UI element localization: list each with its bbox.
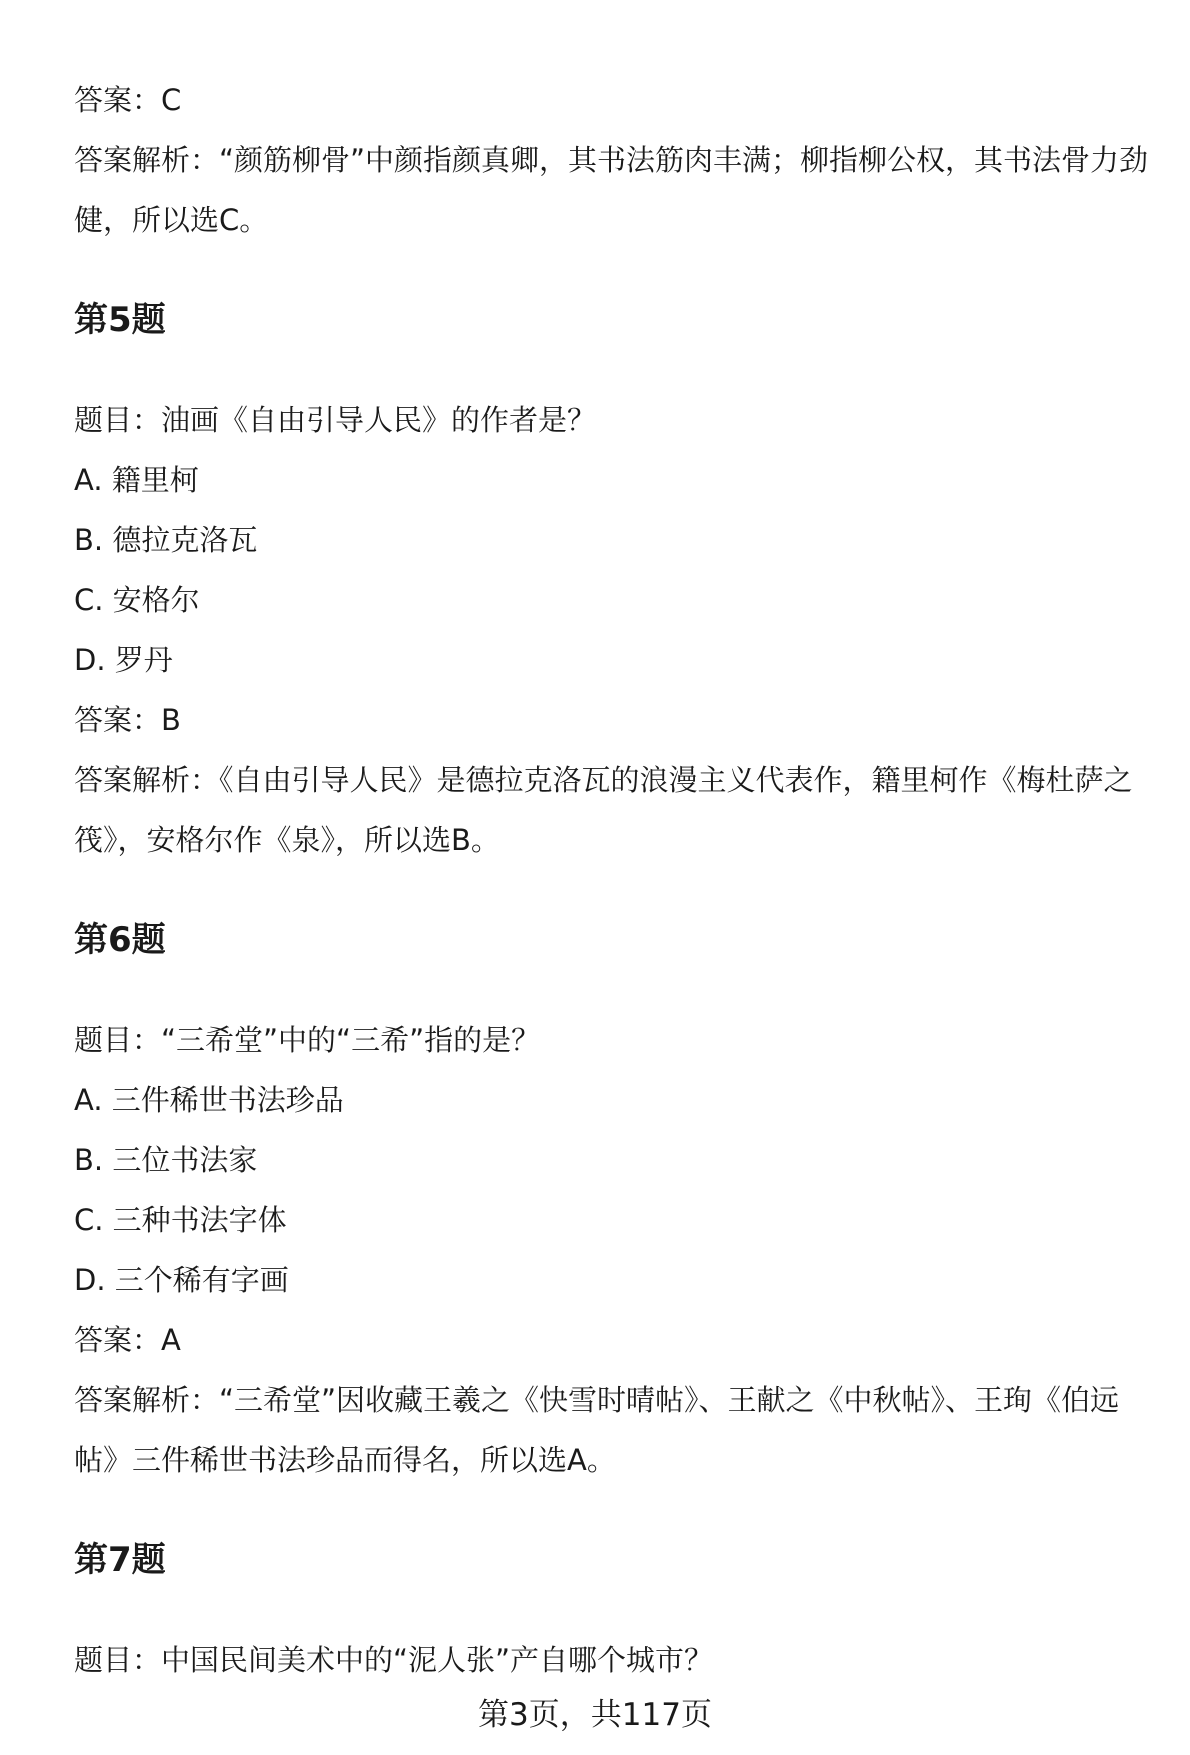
q6-option-b: B. 三位书法家 [74,1143,258,1177]
q5-option-b: B. 德拉克洛瓦 [74,523,258,557]
q4-answer: 答案：C [74,83,182,117]
page-content [74,70,1154,1690]
q6-heading: 第6题 [74,920,166,960]
q5-answer: 答案：B [74,703,181,737]
q5-question: 题目：油画《自由引导人民》的作者是？ [74,403,597,437]
q5-heading: 第5题 [74,300,166,340]
q6-option-a: A. 三件稀世书法珍品 [74,1083,344,1117]
q5-option-a: A. 籍里柯 [74,463,199,497]
page-indicator: 第3页，共117页 [478,1697,712,1733]
q5-option-d: D. 罗丹 [74,643,173,677]
q6-answer: 答案：A [74,1323,181,1357]
q6-explanation: 答案解析：“三希堂”因收藏王羲之《快雪时晴帖》、王献之《中秋帖》、王珣《伯远帖》三件稀世书法珍品而得名，所以选A。 [74,1383,1120,1477]
q4-explanation: 答案解析：“颜筋柳骨”中颜指颜真卿，其书法筋肉丰满；柳指柳公权，其书法骨力劲健，所以选C。 [74,143,1149,237]
q6-option-d: D. 三个稀有字画 [74,1263,289,1297]
q5-option-c: C. 安格尔 [74,583,200,617]
q6-question: 题目：“三希堂”中的“三希”指的是？ [74,1023,541,1057]
q7-question: 题目：中国民间美术中的“泥人张”产自哪个城市？ [74,1643,714,1677]
q7-heading: 第7题 [74,1540,166,1580]
q6-option-c: C. 三种书法字体 [74,1203,287,1237]
q5-explanation: 答案解析：《自由引导人民》是德拉克洛瓦的浪漫主义代表作，籍里柯作《梅杜萨之筏》，安格尔作《泉》，所以选B。 [74,763,1133,857]
